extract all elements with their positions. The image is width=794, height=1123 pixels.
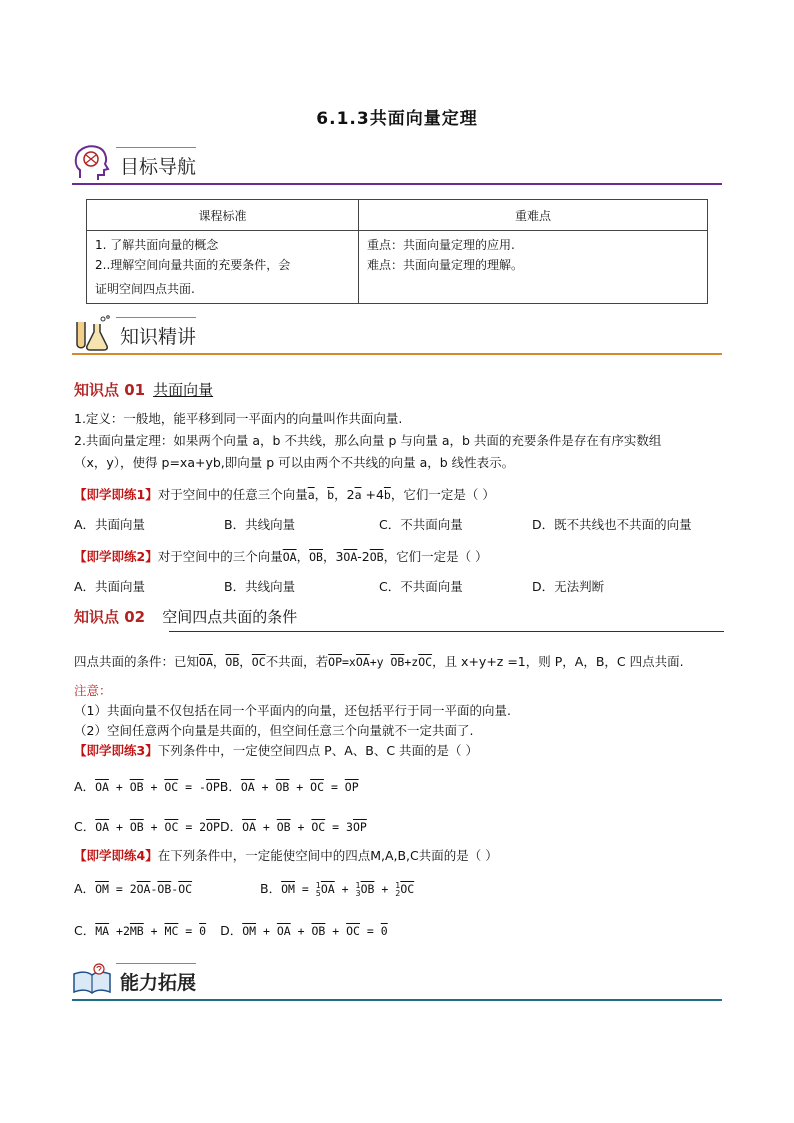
- vector: $\overline{OC}$: [164, 780, 179, 794]
- coef: +z: [404, 655, 419, 669]
- option-b[interactable]: B．共线向量: [224, 517, 296, 532]
- table-cell-keypoints: [359, 231, 708, 304]
- exercise-3-question: [74, 740, 724, 762]
- vector: $\overline{a}$: [354, 488, 362, 502]
- knowledge-point-01: [74, 379, 213, 400]
- exercise-4-question: [74, 845, 724, 867]
- goal-table: [86, 199, 708, 304]
- kp-number: 知识点 01: [74, 381, 146, 399]
- sep: ，: [296, 549, 310, 564]
- option-c[interactable]: C．: [74, 923, 96, 938]
- option-b[interactable]: B．: [219, 779, 241, 794]
- op: = 2: [108, 882, 137, 896]
- coplanar-condition: [74, 651, 724, 673]
- question-text: 对于空间中的三个向量: [157, 549, 283, 564]
- vector: $\overline{OA}$: [242, 820, 256, 834]
- kp-name: 空间四点共面的条件: [162, 608, 298, 626]
- table-header-keypoints: 重难点: [359, 200, 708, 231]
- vector: $\overline{b}$: [327, 488, 335, 502]
- fraction: 1 5: [315, 880, 321, 898]
- knowledge-point-02: [74, 606, 724, 632]
- vector: $\overline{OC}$: [418, 655, 433, 669]
- section-ability-label: 能力拓展: [120, 972, 197, 994]
- vector: $\overline{OB}$: [275, 780, 290, 794]
- op: +: [290, 924, 312, 938]
- coef: +4: [361, 487, 384, 502]
- option-d[interactable]: D．无法判断: [532, 579, 605, 594]
- kp-number: 知识点 02: [74, 608, 146, 626]
- note-2: （2）空间任意两个向量是共面的，但空间任意三个向量就不一定共面了.: [74, 723, 474, 738]
- sep: ，: [239, 654, 252, 669]
- question-text: 下列条件中，一定使空间四点 P、A、B、C 共面的是（ ）: [157, 743, 479, 758]
- vector: $\overline{OB}$: [309, 550, 323, 564]
- vector: $\overline{OA}$: [355, 655, 370, 669]
- question-text: 在下列条件中，一定能使空间中的四点M,A,B,C共面的是（ ）: [157, 848, 498, 863]
- vector: $\overline{OC}$: [178, 882, 193, 896]
- op: =: [294, 882, 316, 896]
- table-cell-standard: [87, 231, 359, 304]
- fraction: 1 3: [355, 880, 361, 898]
- op: +: [255, 820, 277, 834]
- op: +: [109, 820, 130, 834]
- section-ability: [72, 961, 722, 1001]
- vector: $\overline{OP}$: [206, 820, 220, 834]
- vector: $\overline{MC}$: [164, 924, 179, 938]
- condition-text: ，且 x+y+z =1，则 P，A，B，C 四点共面.: [432, 654, 684, 669]
- op: -: [171, 882, 179, 896]
- option-a[interactable]: A．共面向量: [74, 517, 146, 532]
- exercise-3-options-cd: [74, 816, 724, 838]
- coef: -2: [357, 549, 370, 564]
- vector: $\overline{MB}$: [129, 924, 144, 938]
- sep: ，: [212, 654, 226, 669]
- exercise-tag: 【即学即练4】: [74, 848, 158, 863]
- standard-line: 1. 了解共面向量的概念: [95, 238, 219, 252]
- exercise-tag: 【即学即练3】: [74, 743, 158, 758]
- op: +: [143, 924, 165, 938]
- vector: $\overline{a}$: [307, 488, 315, 502]
- vector: $\overline{OP}$: [352, 820, 367, 834]
- vector: $\overline{OB}$: [225, 655, 240, 669]
- vector: $\overline{OA}$: [95, 820, 110, 834]
- op: =: [178, 924, 200, 938]
- theorem-text: 2.共面向量定理：如果两个向量 a，b 不共线，那么向量 p 与向量 a，b 共面的充要条件是存在有序实数组: [74, 433, 662, 448]
- standard-line: 2..理解空间向量共面的充要条件，会: [95, 258, 291, 272]
- standard-line: 证明空间四点共面.: [95, 282, 195, 296]
- vector: $\overline{OA}$: [282, 550, 297, 564]
- op: +: [256, 924, 277, 938]
- vector: 0: [380, 924, 388, 938]
- option-b[interactable]: B．: [260, 881, 282, 896]
- question-text: ，它们一定是（ ）: [390, 487, 495, 502]
- theorem-text-cont: （x，y），使得 p=xa+yb,即向量 p 可以由两个不共线的向量 a，b 线性表示。: [74, 455, 515, 470]
- note-1: （1）共面向量不仅包括在同一个平面内的向量，还包括平行于同一平面的向量.: [74, 703, 511, 718]
- option-c[interactable]: C．不共面向量: [379, 579, 463, 594]
- op: +2: [109, 924, 130, 938]
- exercise-1-options: [74, 515, 724, 535]
- sep: ，: [314, 487, 328, 502]
- section-goal-label: 目标导航: [120, 156, 197, 178]
- vector: $\overline{OP}$: [328, 655, 342, 669]
- op: +: [108, 780, 130, 794]
- section-knowledge-label: 知识精讲: [120, 326, 197, 348]
- vector: $\overline{OB}$: [129, 780, 144, 794]
- exercise-3-options-ab: [74, 776, 724, 798]
- op: +: [254, 780, 276, 794]
- option-b[interactable]: B．共线向量: [224, 579, 296, 594]
- condition-text: 不共面，若: [265, 654, 329, 669]
- flask-icon: [72, 314, 112, 352]
- exercise-4-options-cd: [74, 920, 724, 942]
- vector: $\overline{MA}$: [95, 924, 110, 938]
- op: = 2: [185, 820, 207, 834]
- coef: ，2: [334, 487, 355, 502]
- vector: $\overline{OC}$: [346, 924, 360, 938]
- coef: +y: [369, 655, 391, 669]
- vector: $\overline{OM}$: [242, 924, 257, 938]
- op: -: [150, 882, 158, 896]
- op: +: [290, 820, 312, 834]
- option-d[interactable]: D．: [220, 923, 243, 938]
- option-d[interactable]: D．既不共线也不共面的向量: [532, 517, 692, 532]
- op: +: [143, 820, 165, 834]
- coef: ，3: [322, 549, 344, 564]
- vector: $\overline{OB}$: [311, 924, 326, 938]
- option-c[interactable]: C．: [74, 819, 96, 834]
- section-knowledge: [72, 315, 722, 355]
- vector: $\overline{b}$: [383, 488, 391, 502]
- coef: =x: [342, 655, 356, 669]
- op: +: [334, 882, 356, 896]
- vector: $\overline{OC}$: [311, 820, 326, 834]
- option-a[interactable]: A．: [74, 779, 96, 794]
- op: +: [289, 780, 311, 794]
- keypoint-line: 难点：共面向量定理的理解。: [367, 258, 524, 272]
- exercise-tag: 【即学即练2】: [74, 549, 158, 564]
- exercise-1-question: [74, 484, 724, 506]
- vector: $\overline{OC}$: [310, 780, 324, 794]
- question-text: ，它们一定是（ ）: [383, 549, 488, 564]
- vector: $\overline{OP}$: [344, 780, 359, 794]
- op: +: [374, 882, 396, 896]
- vector: $\overline{OB}$: [369, 550, 384, 564]
- vector: $\overline{OP}$: [205, 780, 220, 794]
- vector: $\overline{OM}$: [95, 882, 109, 896]
- keypoint-line: 重点：共面向量定理的应用.: [367, 238, 515, 252]
- vector: $\overline{OM}$: [281, 882, 295, 896]
- exercise-2-options: [74, 577, 724, 597]
- vector: $\overline{OA}$: [276, 924, 291, 938]
- option-c[interactable]: C．不共面向量: [379, 517, 463, 532]
- vector: $\overline{OB}$: [129, 820, 144, 834]
- op: =: [359, 924, 381, 938]
- vector: $\overline{OA}$: [136, 882, 151, 896]
- brain-head-icon: [72, 144, 112, 182]
- section-goal: [72, 145, 722, 185]
- table-header-standard: 课程标准: [87, 200, 359, 231]
- vector: $\overline{OB}$: [390, 655, 405, 669]
- note-label: 注意：: [74, 683, 112, 698]
- exercise-2-question: [74, 546, 724, 568]
- vector: $\overline{OA}$: [95, 780, 109, 794]
- vector: $\overline{OA}$: [320, 882, 335, 896]
- op: +: [325, 924, 347, 938]
- op: = 3: [332, 820, 353, 834]
- op: +: [143, 780, 165, 794]
- page-title: 6.1.3共面向量定理: [316, 109, 478, 129]
- definition-text: 1.定义：一般地，能平移到同一平面内的向量叫作共面向量.: [74, 411, 403, 426]
- option-a[interactable]: A．共面向量: [74, 579, 146, 594]
- vector: $\overline{OC}$: [400, 882, 415, 896]
- fraction: 1 2: [395, 880, 401, 898]
- vector: $\overline{OA}$: [199, 655, 213, 669]
- vector: $\overline{OB}$: [360, 882, 375, 896]
- vector: $\overline{OA}$: [240, 780, 255, 794]
- op: =: [330, 780, 345, 794]
- exercise-tag: 【即学即练1】: [74, 487, 158, 502]
- condition-text: 四点共面的条件：已知: [74, 654, 200, 669]
- open-book-icon: [72, 960, 112, 998]
- kp-name: 共面向量: [153, 381, 214, 399]
- vector: $\overline{OA}$: [343, 550, 358, 564]
- vector: 0: [199, 924, 207, 938]
- question-text: 对于空间中的任意三个向量: [157, 487, 308, 502]
- vector: $\overline{OB}$: [276, 820, 291, 834]
- option-d[interactable]: D．: [219, 819, 243, 834]
- option-a[interactable]: A．: [74, 881, 96, 896]
- exercise-4-options-ab: [74, 878, 724, 900]
- vector: $\overline{OB}$: [157, 882, 172, 896]
- vector: $\overline{OC}$: [251, 655, 266, 669]
- op: = -: [185, 780, 206, 794]
- vector: $\overline{OC}$: [164, 820, 179, 834]
